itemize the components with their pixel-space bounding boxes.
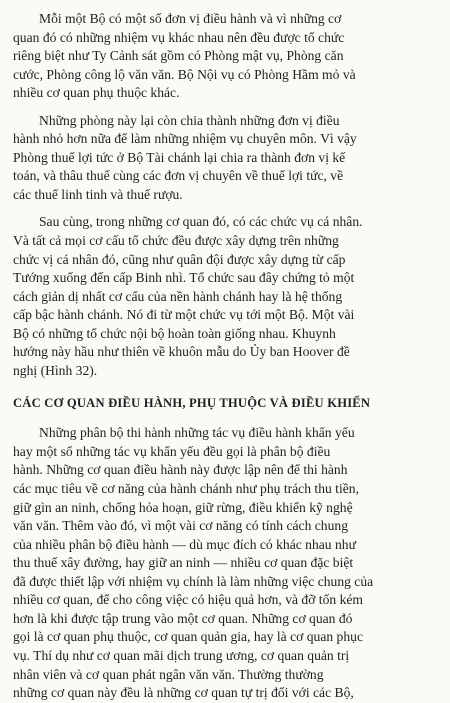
text-line: Những phân bộ thi hành những tác vụ điều hành khẩn yếu bbox=[39, 425, 355, 441]
section-heading: CÁC CƠ QUAN ĐIỀU HÀNH, PHỤ THUỘC VÀ ĐIỀU KHIỂN bbox=[13, 396, 371, 411]
text-line: Và tất cả mọi cơ cấu tổ chức đều được xây dựng trên những bbox=[13, 233, 339, 249]
text-line: các thuế linh tinh và thuế rượu. bbox=[13, 186, 183, 202]
text-line: thu thuế xây đường, hay giữ an ninh — nhiều cơ quan đặc biệt bbox=[13, 555, 354, 571]
text-line: Sau cùng, trong những cơ quan đó, có các chức vụ cá nhân. bbox=[39, 214, 363, 230]
paragraph-4 bbox=[13, 424, 439, 702]
text-line: Phòng thuế lợi tức ở Bộ Tài chánh lại chia ra thành đơn vị kế bbox=[13, 149, 346, 165]
text-line: Những phòng này lại còn chia thành những đơn vị điều bbox=[39, 112, 340, 128]
text-line: quan đó có những nhiệm vụ khác nhau nên đều được tổ chức bbox=[13, 29, 345, 45]
text-line: cách giản dị nhất cơ cấu của nền hành chánh hay là hệ thống bbox=[13, 288, 343, 304]
text-line: đã được thiết lập với nhiệm vụ chính là làm những việc chung của bbox=[13, 573, 374, 589]
text-line: nhân viên và cơ quan phát ngân văn văn. Thường thường bbox=[13, 666, 324, 682]
text-line: chức vị cá nhân đó, cũng như quân đội được xây dựng từ cấp bbox=[13, 251, 346, 267]
text-line: hành. Những cơ quan điều hành này được lập nên để thi hành bbox=[13, 462, 348, 478]
text-line: nghị (Hình 32). bbox=[13, 362, 98, 378]
text-line: nhiều cơ quan phụ thuộc khác. bbox=[13, 85, 180, 101]
paragraph-3 bbox=[13, 213, 439, 380]
text-line: những cơ quan này đều là những cơ quan tự trị đối với các Bộ, bbox=[13, 685, 354, 701]
text-line: hay một số những tác vụ khẩn yếu đều gọi là phân bộ điều bbox=[13, 443, 331, 459]
text-line: hành nhỏ hơn nữa để làm những nhiệm vụ chuyên môn. Vì vậy bbox=[13, 131, 357, 147]
text-line: của nhiều phân bộ điều hành — dù mục đích có khác nhau như bbox=[13, 536, 356, 552]
text-line: riêng biệt như Ty Cảnh sát gồm có Phòng mật vụ, Phòng căn bbox=[13, 48, 344, 64]
text-line: các mục tiêu về cơ năng của hành chánh như phụ trách thu tiền, bbox=[13, 481, 359, 497]
text-line: Bộ có những tổ chức nội bộ hoàn toàn giống nhau. Khuynh bbox=[13, 325, 336, 341]
text-line: nhiều cơ quan, để cho công việc có hiệu quả hơn, và đỡ tốn kém bbox=[13, 592, 363, 608]
text-line: toán, và thâu thuế cùng các đơn vị chuyên về thuế lợi tức, về bbox=[13, 168, 344, 184]
text-line: hơn là khi được tập trung vào một cơ quan. Những cơ quan đó bbox=[13, 610, 353, 626]
paragraph-gap bbox=[13, 204, 439, 213]
text-line: Mỗi một Bộ có một số đơn vị điều hành và vì những cơ bbox=[39, 11, 342, 26]
paragraph-gap bbox=[13, 103, 439, 112]
text-line: hướng này hầu như thiên về khuôn mẫu do Ủy ban Hoover đề bbox=[13, 344, 350, 360]
paragraph-2 bbox=[13, 112, 439, 205]
text-line: Tướng xuống đến cấp Binh nhì. Tổ chức sau đây chứng tỏ một bbox=[13, 270, 355, 286]
paragraph-1 bbox=[13, 10, 439, 103]
text-line: giữ gìn an ninh, chống hỏa hoạn, giữ rừng, điều khiển kỹ nghệ bbox=[13, 499, 353, 515]
text-line: gọi là cơ quan phụ thuộc, cơ quan quản gia, hay là cơ quan phục bbox=[13, 629, 363, 645]
text-line: văn văn. Thêm vào đó, vì một vài cơ năng có tính cách chung bbox=[13, 518, 348, 534]
text-line: cước, Phòng công lộ văn văn. Bộ Nội vụ có Phòng Hầm mỏ và bbox=[13, 66, 356, 82]
text-line: vụ. Thí dụ như cơ quan mãi dịch trung ương, cơ quan quản trị bbox=[13, 647, 350, 663]
text-line: cấp bậc hành chánh. Nó đi từ một chức vụ tới một Bộ. Một vài bbox=[13, 307, 355, 323]
